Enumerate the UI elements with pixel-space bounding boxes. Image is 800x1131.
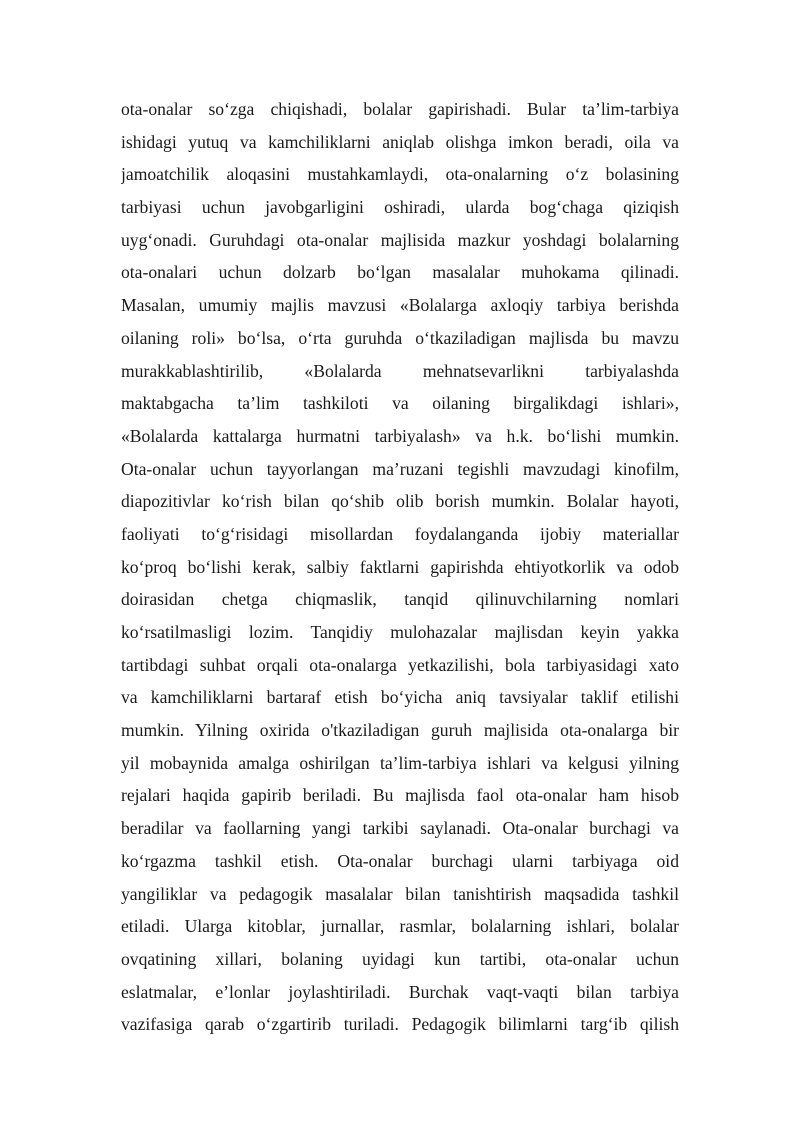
text-line: ko‘proq bo‘lishi kerak, salbiy faktlarni gapirishda ehtiyotkorlik va odob	[121, 556, 679, 577]
body-text	[121, 93, 679, 1041]
text-line: jamoatchilik aloqasini mustahkamlaydi, ota-onalarning o‘z bolasining	[121, 164, 679, 185]
text-line: maktabgacha ta’lim tashkiloti va oilaning birgalikdagi ishlari»,	[121, 393, 679, 414]
text-line: rejalari haqida gapirib beriladi. Bu majlisda faol ota-onalar ham hisob	[121, 785, 679, 806]
text-line: doirasidan chetga chiqmaslik, tanqid qilinuvchilarning nomlari	[121, 589, 679, 610]
text-line: tarbiyasi uchun javobgarligini oshiradi, ularda bog‘chaga qiziqish	[121, 197, 679, 218]
text-line: ota-onalari uchun dolzarb bo‘lgan masalalar muhokama qilinadi.	[121, 262, 679, 283]
text-line: beradilar va faollarning yangi tarkibi saylanadi. Ota-onalar burchagi va	[121, 818, 679, 839]
text-line: eslatmalar, e’lonlar joylashtiriladi. Burchak vaqt-vaqti bilan tarbiya	[121, 981, 679, 1002]
text-line: etiladi. Ularga kitoblar, jurnallar, rasmlar, bolalarning ishlari, bolalar	[121, 916, 679, 937]
text-line: yil mobaynida amalga oshirilgan ta’lim-tarbiya ishlari va kelgusi yilning	[121, 752, 679, 773]
text-line: murakkablashtirilib, «Bolalarda mehnatsevarlikni tarbiyalashda	[121, 360, 679, 381]
text-line: ota-onalar so‘zga chiqishadi, bolalar gapirishadi. Bular ta’lim-tarbiya	[121, 99, 679, 119]
text-line: faoliyati to‘g‘risidagi misollardan foydalanganda ijobiy materiallar	[121, 523, 679, 544]
text-line: diapozitivlar ko‘rish bilan qo‘shib olib borish mumkin. Bolalar hayoti,	[121, 491, 679, 512]
text-line: ishidagi yutuq va kamchiliklarni aniqlab olishga imkon beradi, oila va	[121, 131, 679, 152]
text-line: uyg‘onadi. Guruhdagi ota-onalar majlisida mazkur yoshdagi bolalarning	[121, 229, 679, 250]
text-line: Masalan, umumiy majlis mavzusi «Bolalarga axloqiy tarbiya berishda	[121, 295, 679, 316]
text-line: ko‘rgazma tashkil etish. Ota-onalar burchagi ularni tarbiyaga oid	[121, 850, 679, 871]
text-line: vazifasiga qarab o‘zgartirib turiladi. Pedagogik bilimlarni targ‘ib qilish	[121, 1014, 679, 1035]
text-line: Ota-onalar uchun tayyorlangan ma’ruzani tegishli mavzudagi kinofilm,	[121, 458, 679, 479]
text-line: «Bolalarda kattalarga hurmatni tarbiyalash» va h.k. bo‘lishi mumkin.	[121, 425, 679, 446]
text-line: oilaning roli» bo‘lsa, o‘rta guruhda o‘tkaziladigan majlisda bu mavzu	[121, 327, 679, 348]
text-line: ovqatining xillari, bolaning uyidagi kun tartibi, ota-onalar uchun	[121, 948, 679, 969]
text-line: va kamchiliklarni bartaraf etish bo‘yicha aniq tavsiyalar taklif etilishi	[121, 687, 679, 708]
text-line: ko‘rsatilmasligi lozim. Tanqidiy mulohazalar majlisdan keyin yakka	[121, 622, 679, 642]
text-line: tartibdagi suhbat orqali ota-onalarga yetkazilishi, bola tarbiyasidagi xato	[121, 654, 679, 675]
text-line: yangiliklar va pedagogik masalalar bilan tanishtirish maqsadida tashkil	[121, 883, 679, 904]
text-line: mumkin. Yilning oxirida o'tkaziladigan guruh majlisida ota-onalarga bir	[121, 720, 679, 741]
